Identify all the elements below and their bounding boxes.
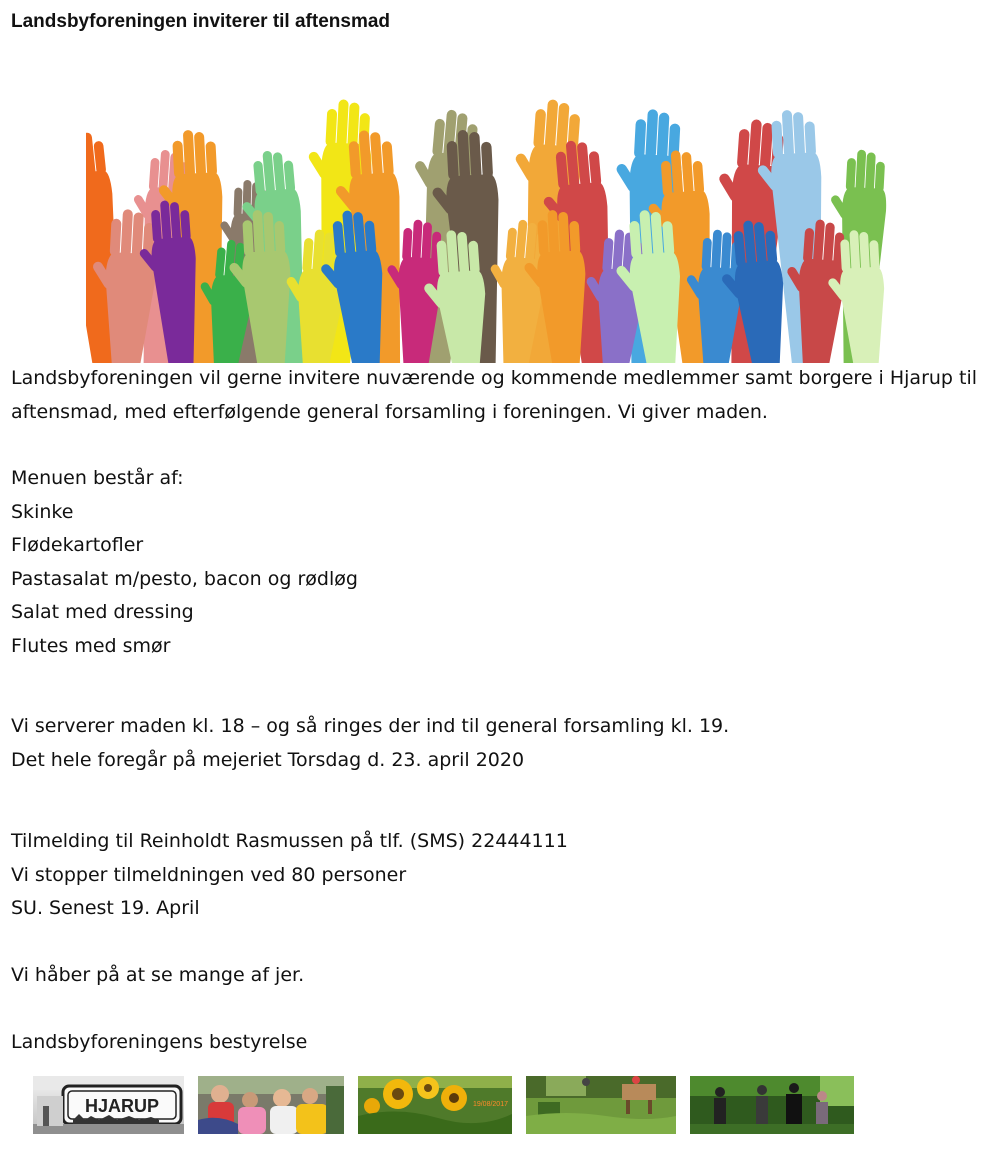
signup-line-2: Vi stopper tilmeldningen ved 80 personer [11,863,407,886]
menu-item: Skinke [11,500,74,523]
serving-info [11,710,729,777]
thumbnail-sunflowers [358,1076,512,1134]
menu-item: Salat med dressing [11,601,194,623]
intro-line-1: Landsbyforeningen vil gerne invitere nuværende og kommende medlemmer samt borgere i Hjarup til [11,367,978,389]
menu-item: Pastasalat m/pesto, bacon og rødløg [11,567,358,590]
photo-strip [0,1076,1003,1136]
signup-info [11,825,568,926]
thumbnail-town-sign [33,1076,184,1134]
menu-list [11,462,358,663]
intro-line-2: aftensmad, med efterfølgende general forsamling i foreningen. Vi giver maden. [11,400,768,423]
thumbnail-forest-walk [690,1076,854,1134]
thumbnail-garden [526,1076,676,1134]
hands-banner-image [86,88,889,363]
signup-line-1: Tilmelding til Reinholdt Rasmussen på tlf. (SMS) 22444111 [11,830,568,852]
serving-line-2: Det hele foregår på mejeriet Torsdag d. 23. april 2020 [11,748,525,771]
closing-text: Vi håber på at se mange af jer. [11,964,305,986]
page-title: Landsbyforeningen inviterer til aftensmad [11,11,391,32]
photo-date-stamp: 19/08/2017 [472,1101,508,1108]
intro-paragraph [11,362,977,429]
menu-heading: Menuen består af: [11,467,184,489]
serving-line-1: Vi serverer maden kl. 18 – og så ringes der ind til general forsamling kl. 19. [11,715,730,737]
menu-item: Flutes med smør [11,634,171,657]
sign-text: HJARUP [84,1096,160,1116]
signup-line-3: SU. Senest 19. April [11,897,200,919]
menu-item: Flødekartofler [11,534,144,556]
thumbnail-people-group [198,1076,344,1134]
signature-text: Landsbyforeningens bestyrelse [11,1031,308,1053]
